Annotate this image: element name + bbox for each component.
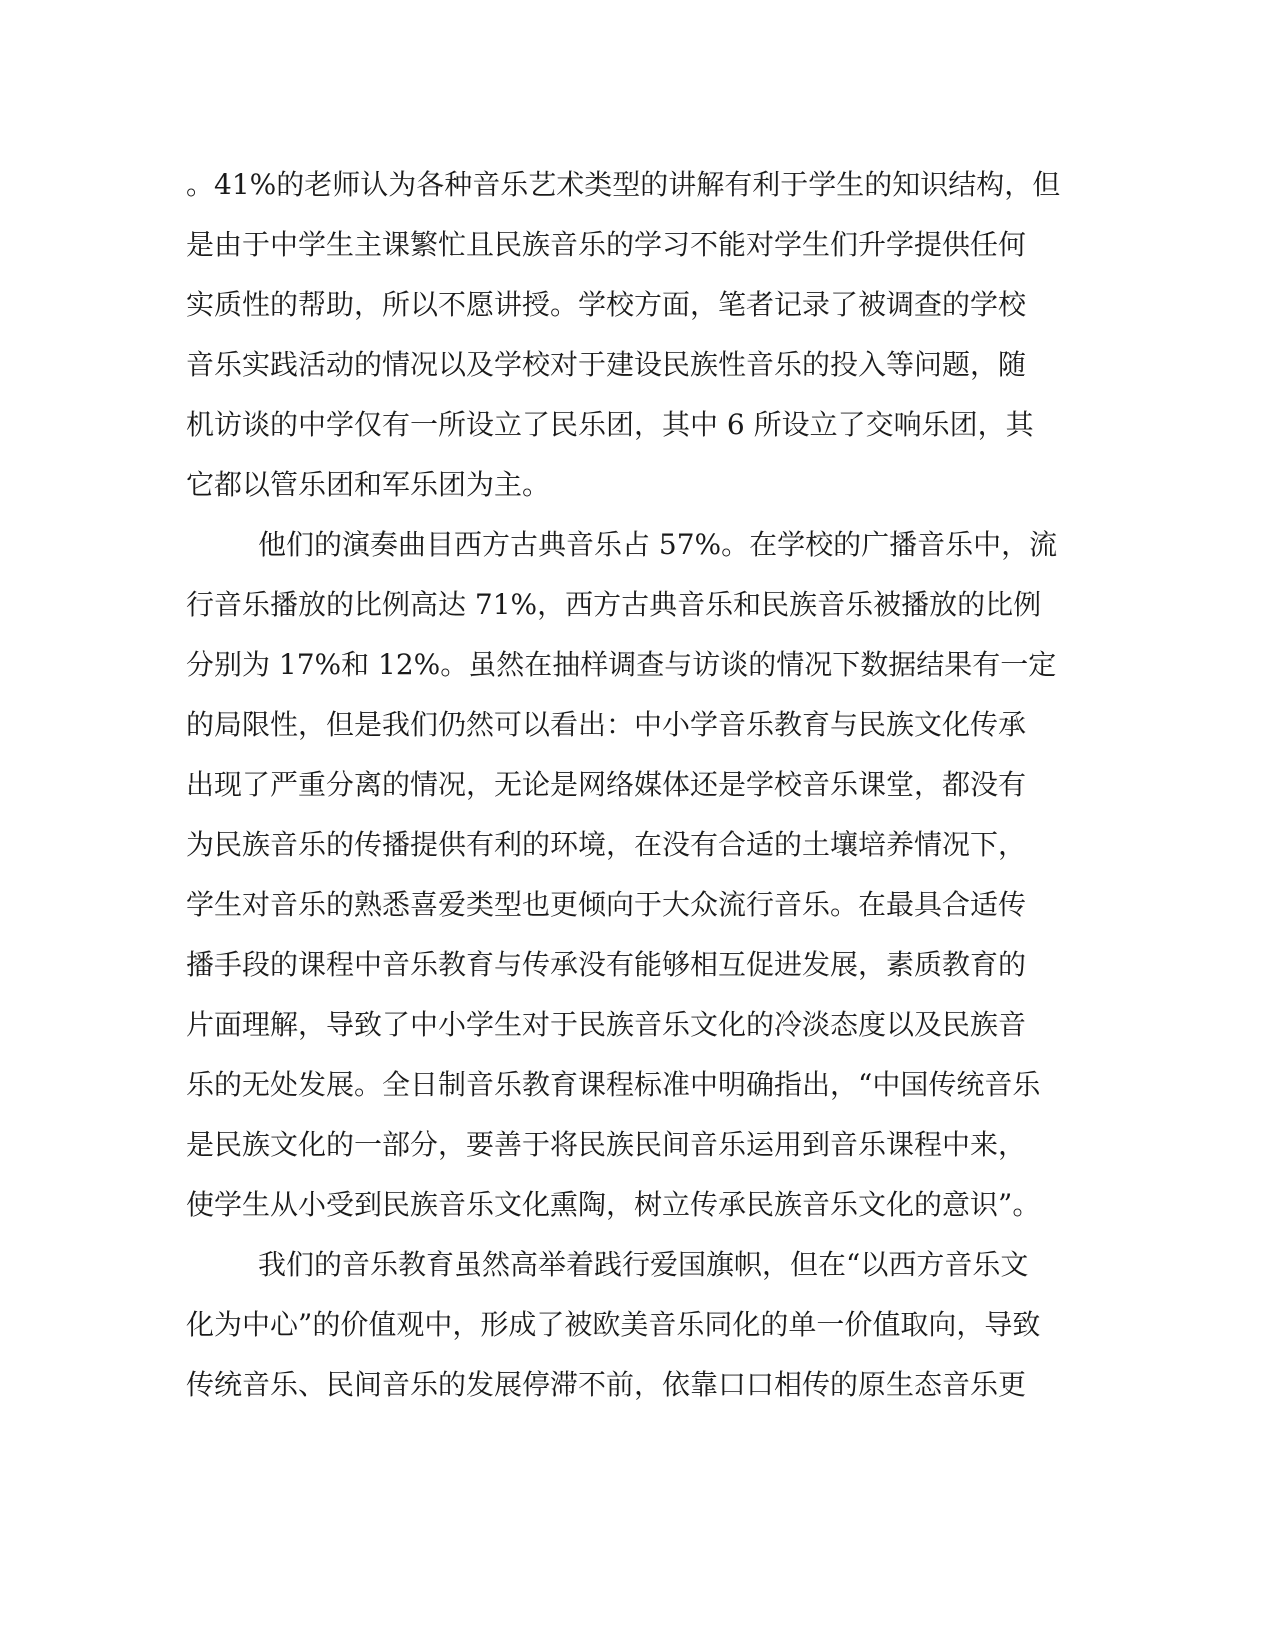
text-line: 播手段的课程中音乐教育与传承没有能够相互促进发展，素质教育的 (186, 948, 1027, 981)
text-line: 使学生从小受到民族音乐文化熏陶，树立传承民族音乐文化的意识”。 (186, 1188, 1041, 1221)
paragraph-start-line: 我们的音乐教育虽然高举着践行爱国旗帜，但在“以西方音乐文 (258, 1248, 1029, 1281)
text-line: 化为中心”的价值观中，形成了被欧美音乐同化的单一价值取向，导致 (186, 1308, 1041, 1341)
text-line: 。41%的老师认为各种音乐艺术类型的讲解有利于学生的知识结构，但 (186, 168, 1061, 201)
text-line: 是民族文化的一部分，要善于将民族民间音乐运用到音乐课程中来， (186, 1128, 1027, 1161)
text-line: 乐的无处发展。全日制音乐教育课程标准中明确指出，“中国传统音乐 (186, 1068, 1041, 1101)
paragraph-start-line: 他们的演奏曲目西方古典音乐占 57%。在学校的广播音乐中，流 (258, 528, 1058, 561)
text-line: 的局限性，但是我们仍然可以看出：中小学音乐教育与民族文化传承 (186, 708, 1027, 741)
text-line: 分别为 17%和 12%。虽然在抽样调查与访谈的情况下数据结果有一定 (186, 648, 1057, 681)
text-line: 机访谈的中学仅有一所设立了民乐团，其中 6 所设立了交响乐团，其 (186, 408, 1034, 441)
body-text (186, 155, 1066, 1415)
text-line: 传统音乐、民间音乐的发展停滞不前，依靠口口相传的原生态音乐更 (186, 1368, 1027, 1401)
text-line: 是由于中学生主课繁忙且民族音乐的学习不能对学生们升学提供任何 (186, 228, 1027, 261)
text-line: 学生对音乐的熟悉喜爱类型也更倾向于大众流行音乐。在最具合适传 (186, 888, 1027, 921)
text-line: 实质性的帮助，所以不愿讲授。学校方面，笔者记录了被调查的学校 (186, 288, 1027, 321)
text-line: 它都以管乐团和军乐团为主。 (186, 468, 551, 501)
text-line: 片面理解，导致了中小学生对于民族音乐文化的冷淡态度以及民族音 (186, 1008, 1027, 1041)
text-line: 出现了严重分离的情况，无论是网络媒体还是学校音乐课堂，都没有 (186, 768, 1027, 801)
text-line: 行音乐播放的比例高达 71%，西方古典音乐和民族音乐被播放的比例 (186, 588, 1042, 621)
text-line: 为民族音乐的传播提供有利的环境，在没有合适的土壤培养情况下， (186, 828, 1027, 861)
text-line: 音乐实践活动的情况以及学校对于建设民族性音乐的投入等问题，随 (186, 348, 1027, 381)
